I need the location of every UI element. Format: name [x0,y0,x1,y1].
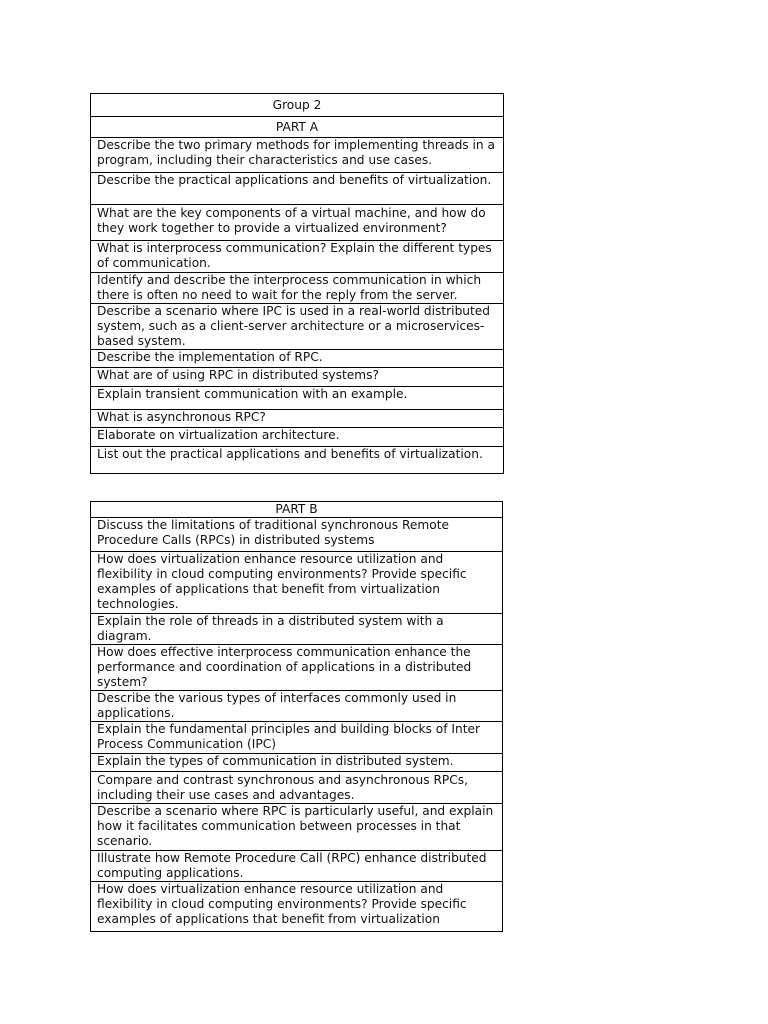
question-text: Discuss the limitations of traditional synchronous Remote Procedure Calls (RPCs) in distributed systems [91,518,503,552]
table-row [91,518,503,552]
table-row [91,387,504,410]
table-row [91,722,503,754]
question-text: What are of using RPC in distributed systems? [91,368,504,387]
table-row [91,273,504,304]
group-header-row [91,94,504,117]
table-row [91,428,504,447]
question-text: Explain the types of communication in distributed system. [91,754,503,772]
part-a-table [90,93,504,474]
part-b-header-row [91,502,503,518]
table-row [91,368,504,387]
table-row [91,350,504,368]
group-label: Group 2 [91,94,504,117]
question-text: List out the practical applications and benefits of virtualization. [91,447,504,474]
table-row [91,882,503,932]
table-row [91,851,503,882]
question-text: Identify and describe the interprocess communication in which there is often no need to wait for the reply from the server. [91,273,504,304]
question-text: Describe the two primary methods for implementing threads in a program, including their characteristics and use cases. [91,138,504,173]
table-row [91,304,504,350]
question-text: How does effective interprocess communication enhance the performance and coordination of applications in a distributed system? [91,645,503,691]
question-text: Explain the role of threads in a distributed system with a diagram. [91,614,503,645]
table-row [91,173,504,205]
part-a-header-row [91,117,504,138]
question-text: What is interprocess communication? Explain the different types of communication. [91,241,504,273]
question-text: Describe the various types of interfaces commonly used in applications. [91,691,503,722]
question-text: Describe the practical applications and benefits of virtualization. [91,173,504,205]
table-row [91,138,504,173]
table-row [91,205,504,241]
question-text: Explain the fundamental principles and building blocks of Inter Process Communication (IPC) [91,722,503,754]
question-text: What are the key components of a virtual machine, and how do they work together to provide a virtualized environment? [91,205,504,241]
question-text: How does virtualization enhance resource utilization and flexibility in cloud computing environments? Provide specific examples of applications that benefit from virtualization technologies. [91,552,503,614]
question-text: Describe a scenario where IPC is used in a real-world distributed system, such as a client-server architecture or a microservices-based system. [91,304,504,350]
question-text: Compare and contrast synchronous and asynchronous RPCs, including their use cases and advantages. [91,772,503,804]
question-text: What is asynchronous RPC? [91,410,504,428]
table-row [91,410,504,428]
table-row [91,447,504,474]
table-row [91,645,503,691]
question-text: Illustrate how Remote Procedure Call (RPC) enhance distributed computing applications. [91,851,503,882]
table-row [91,614,503,645]
question-text: Explain transient communication with an example. [91,387,504,410]
table-row [91,804,503,851]
table-row [91,552,503,614]
part-a-title: PART A [91,117,504,138]
table-row [91,241,504,273]
table-row [91,691,503,722]
table-row [91,772,503,804]
table-row [91,754,503,772]
part-b-table [90,501,503,932]
question-text: Describe the implementation of RPC. [91,350,504,368]
question-text: Describe a scenario where RPC is particularly useful, and explain how it facilitates communication between processes in that scenario. [91,804,503,851]
question-text: Elaborate on virtualization architecture. [91,428,504,447]
question-text: How does virtualization enhance resource utilization and flexibility in cloud computing environments? Provide specific examples of applications that benefit from virtualization [91,882,503,932]
part-b-title: PART B [91,502,503,518]
